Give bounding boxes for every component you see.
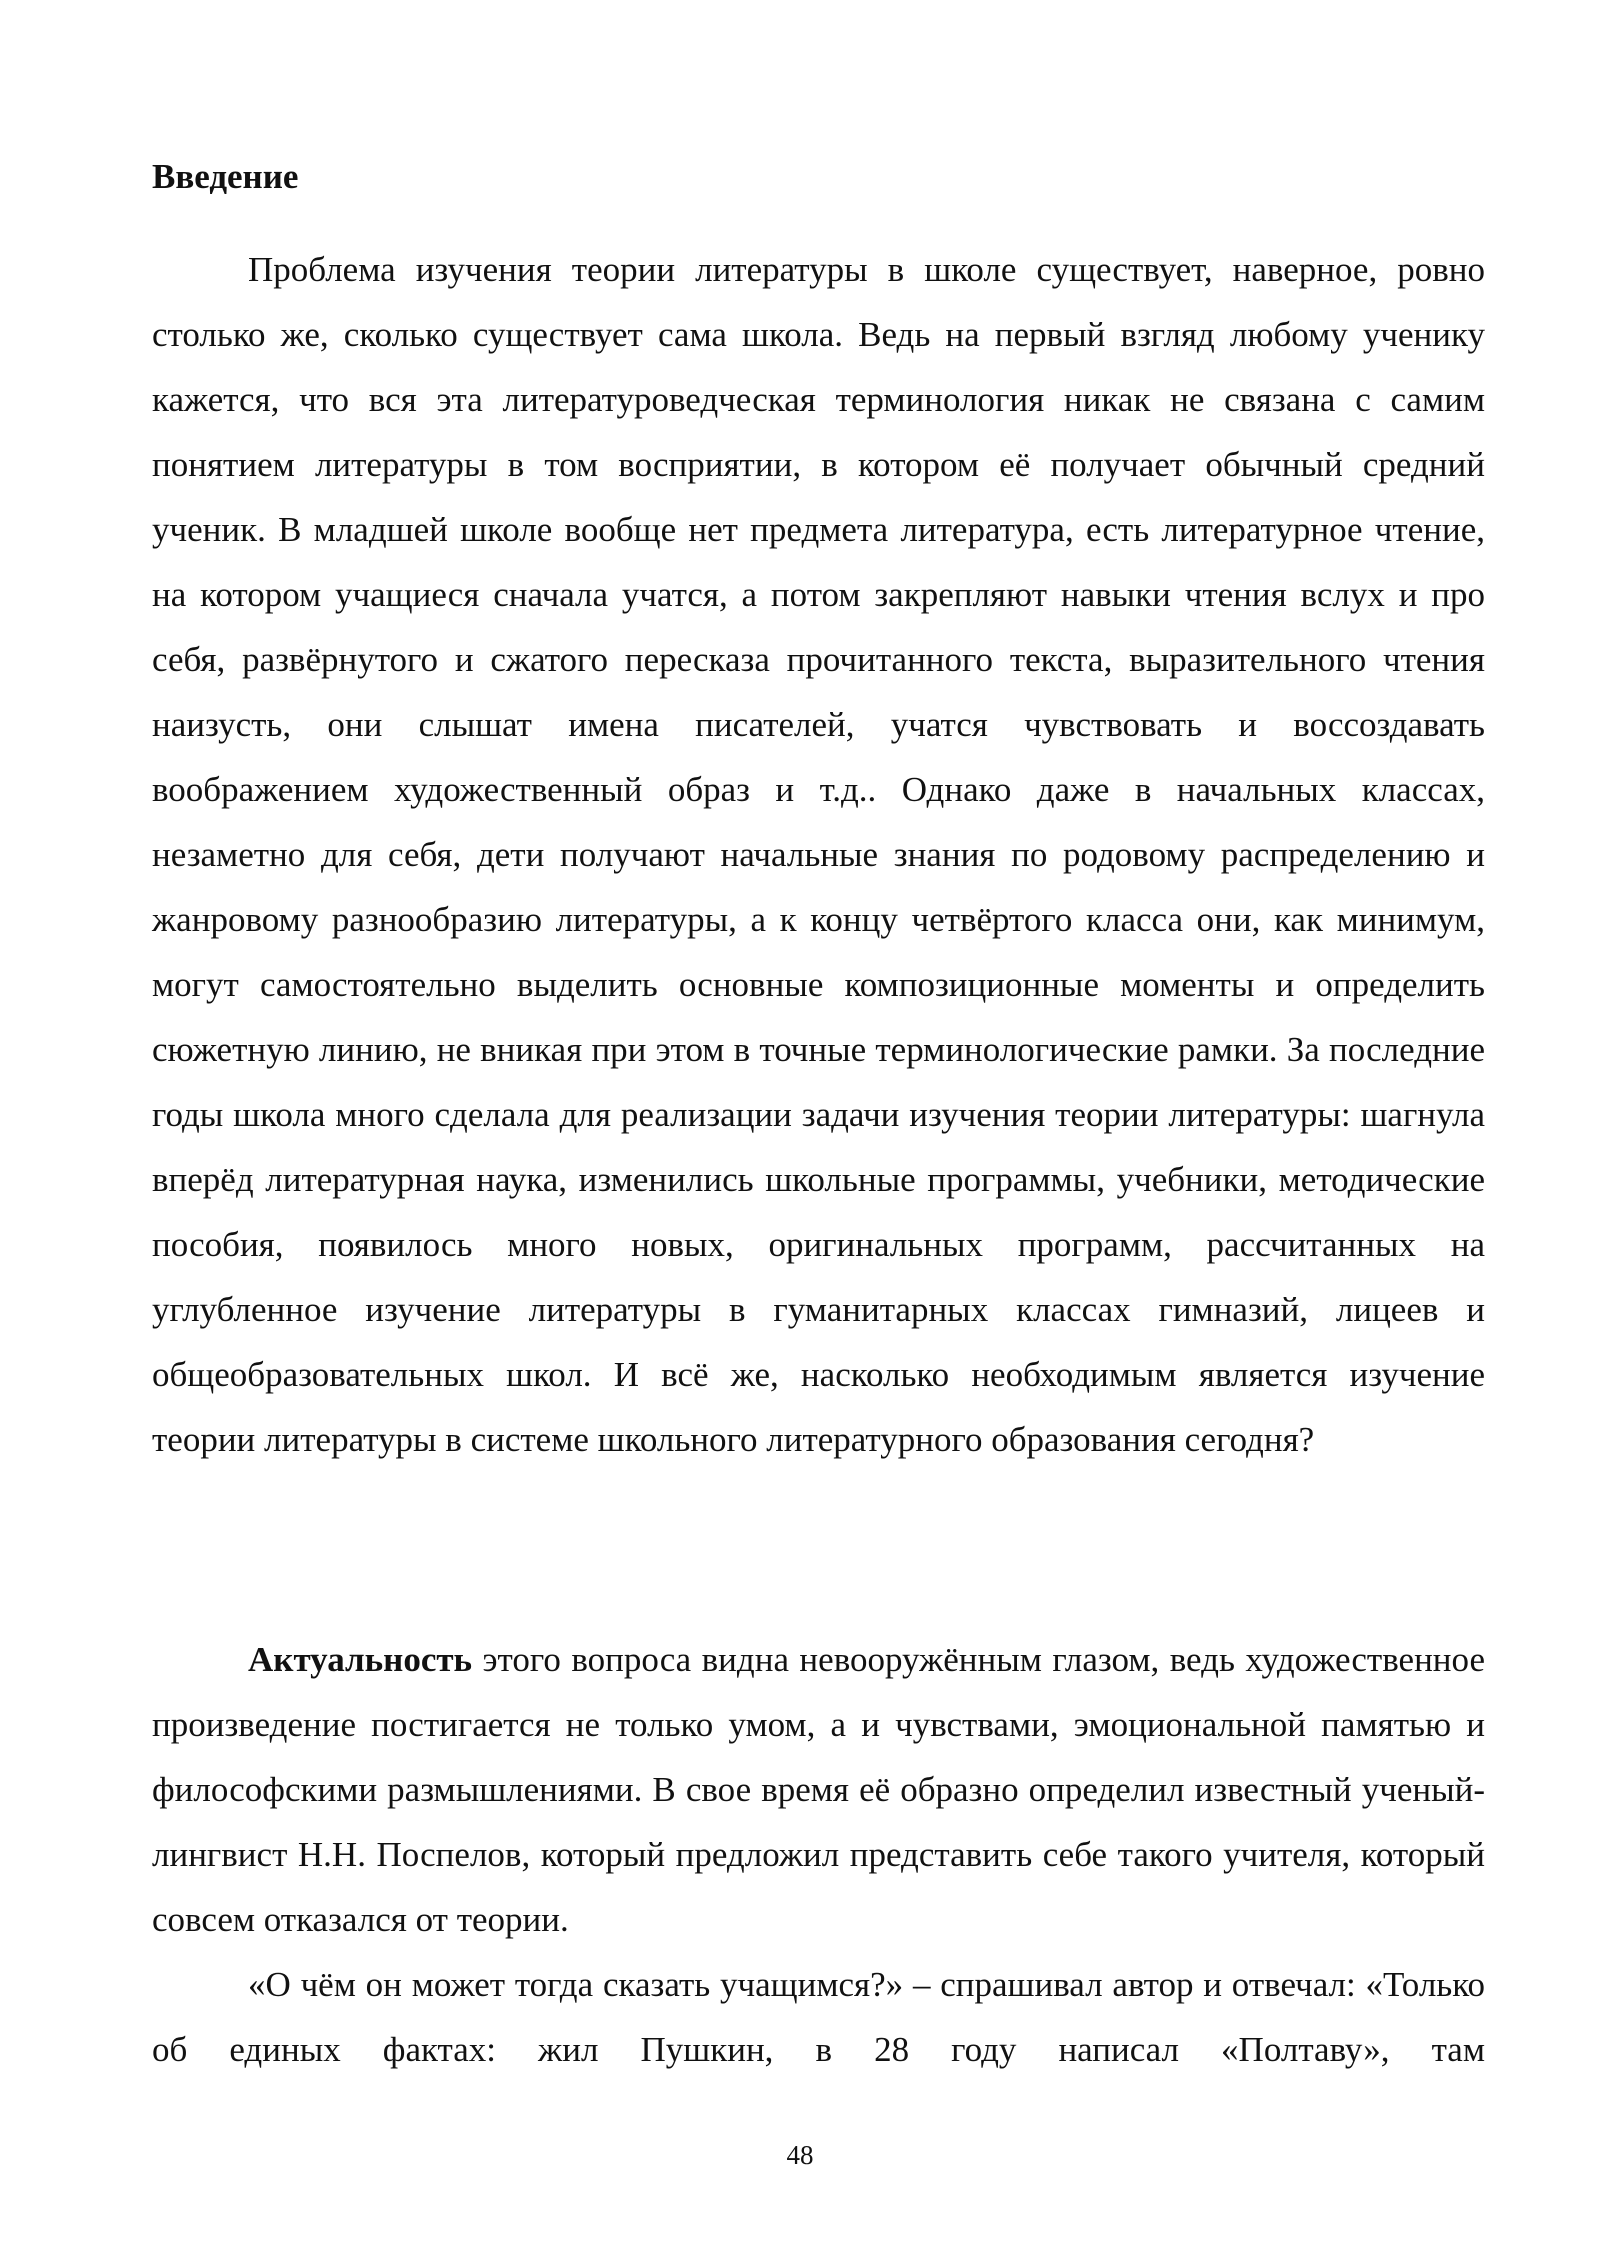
paragraph-quote <box>152 1952 1485 2082</box>
paragraph-problem <box>152 237 1485 1472</box>
page-number: 48 <box>786 2140 814 2170</box>
paragraph-text: Проблема изучения теории литературы в школе существует, наверное, ровно столько же, сколько существует сама школа. Ведь на первый взгляд любому ученику кажется, что вся эта литературоведческая терминология никак не связана с самим понятием литературы в том восприятии, в котором её получает обычный средний ученик. В младшей школе вообще нет предмета литература, есть литературное чтение, на котором учащиеся сначала учатся, а потом закрепляют навыки чтения вслух и про себя, развёрнутого и сжатого пересказа прочитанного текста, выразительного чтения наизусть, они слышат имена писателей, учатся чувствовать и воссоздавать воображением художественный образ и т.д.. Однако даже в начальных классах, незаметно для себя, дети получают начальные знания по родовому распределению и жанровому разнообразию литературы, а к концу четвёртого класса они, как минимум, могут самостоятельно выделить основные композиционные моменты и определить сюжетную линию, не вникая при этом в точные терминологические рамки. За последние годы школа много сделала для реализации задачи изучения теории литературы: шагнула вперёд литературная наука, изменились школьные программы, учебники, методические пособия, появилось много новых, оригинальных программ, рассчитанных на углубленное изучение литературы в гуманитарных классах гимназий, лицеев и общеобразовательных школ. И всё же, насколько необходимым является изучение теории литературы в системе школьного литературного образования сегодня? <box>152 250 1485 1459</box>
section-heading: Введение <box>152 157 299 196</box>
relevance-term: Актуальность <box>248 1640 473 1679</box>
paragraph-relevance <box>152 1627 1485 1952</box>
paragraph-text-quote: «О чём он может тогда сказать учащимся?» – спрашивал автор и отвечал: «Только об единых фактах: жил Пушкин, в 28 году написал «Полтаву», там <box>152 1965 1485 2069</box>
paragraph-text-relevance <box>152 1627 1485 1952</box>
relevance-text: этого вопроса видна невооружённым глазом, ведь художественное произведение постигается не только умом, а и чувствами, эмоциональной памятью и философскими размышлениями. В свое время её образно определил известный ученый-лингвист Н.Н. Поспелов, который предложил представить себе такого учителя, который совсем отказался от теории. <box>152 1640 1485 1939</box>
